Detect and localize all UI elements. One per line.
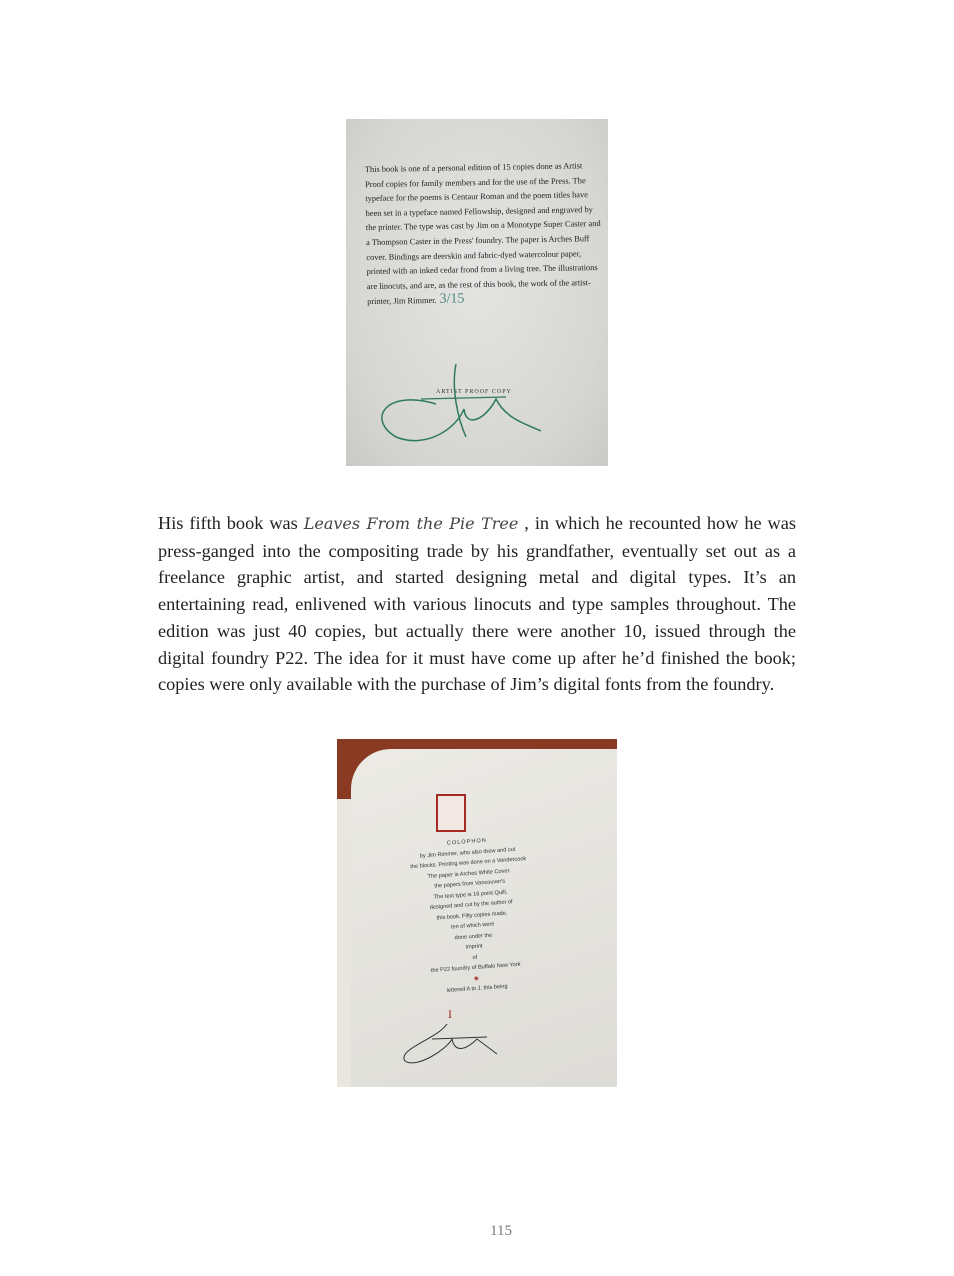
colophon-line: designed and cut by the author of xyxy=(429,899,513,911)
colophon-line: lettered A to J, this being xyxy=(446,983,508,994)
colophon-line: of xyxy=(472,954,478,961)
signature-icon xyxy=(346,119,608,466)
colophon-line: the papers from Vancouver's xyxy=(434,878,506,890)
signature-icon xyxy=(337,739,617,1087)
colophon-line: ten of which were xyxy=(450,921,495,931)
colophon-line: by Jim Rimmer, who also drew and cut xyxy=(419,846,516,859)
colophon-line: imprint xyxy=(465,943,483,951)
book-title: Leaves From the Pie Tree xyxy=(303,514,519,533)
colophon-heading: COLOPHON xyxy=(446,837,488,847)
artist-proof-colophon-photo xyxy=(346,119,608,466)
copy-number: 3/15 xyxy=(439,291,465,308)
colophon-line: the blocks. Printing was done on a Vandercook xyxy=(410,856,527,871)
colophon-line: this book. Fifty copies made, xyxy=(436,910,508,921)
body-paragraph xyxy=(158,510,796,698)
proof-stamp: ARTIST PROOF COPY xyxy=(436,389,512,395)
page-number: 115 xyxy=(490,1223,512,1239)
p22-colophon-photo xyxy=(337,739,617,1087)
text: , in which he recounted how he was press-ganged into the compositing trade by his grandfather, eventually set out as a freelance graphic artist, and started designing metal and digital types. It’s an entertaining read, enlivened with various linocuts and type samples throughout. The edition was just 40 copies, but actually there were another 10, issued through the digital foundry P22. The idea for it must have come up after he’d finished the book; copies were only available with the purchase of Jim’s digital fonts from the foundry. xyxy=(158,513,796,695)
p22-logo-icon: ◉ xyxy=(473,975,480,982)
colophon-line: The text type is 16 point Quill, xyxy=(433,888,508,901)
colophon-line: done under the xyxy=(454,932,493,941)
copy-letter: I xyxy=(448,1007,452,1021)
colophon-line: the P22 foundry of Buffalo New York xyxy=(430,961,521,974)
colophon-body: This book is one of a personal edition of 15 copies done as Artist Proof copies for family members and for the use of the Press. The typeface for the poems is Centaur Roman and the poem titles have been set in a typeface named Fellowship, designed and engraved by the printer. The type was cast by Jim on a Monotype Super Caster and a Thompson Caster in the Press' foundry. The paper is Arches Buff cover. Bindings are deerskin and fabric-dyed watercolour paper, printed with an inked cedar frond from a living tree. The illustrations are linocuts, and are, as the rest of this book, the work of the artist-printer, Jim Rimmer. xyxy=(364,161,601,307)
colophon-line: The paper is Arches White Cover. xyxy=(427,867,511,880)
text: His fifth book was xyxy=(158,513,304,533)
